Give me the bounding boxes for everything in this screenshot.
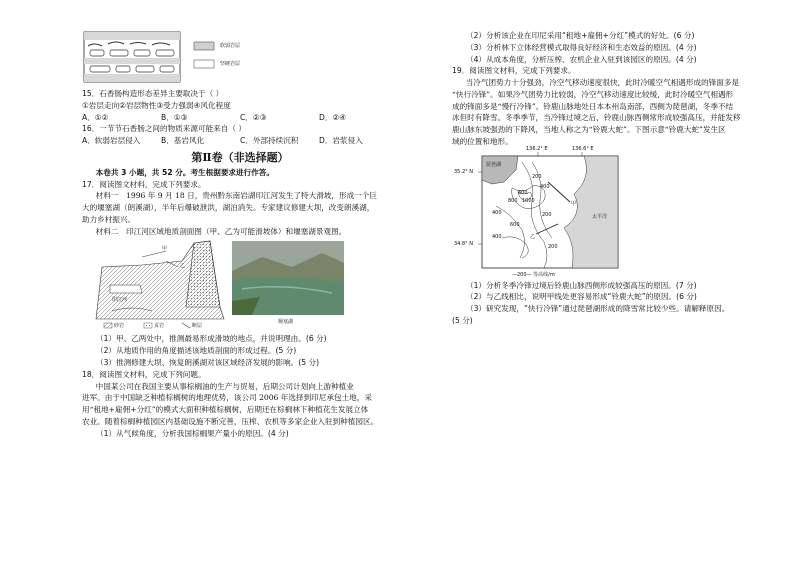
- q19-question-2: （2）与乙线相比，说明甲线处更容易形成“铃鹿大蛇”的原因。(6 分): [466, 292, 697, 302]
- boudinage-diagram: [82, 30, 398, 88]
- q19-line4: 冰但时有降雪。冬季季节，当冷锋过境之后，铃鹿山脉西侧常形成较强高压，并能发移: [452, 113, 741, 123]
- q15-option-c[interactable]: C．②③: [240, 112, 267, 122]
- geologic-section-diagram: [82, 237, 398, 333]
- q17-material1-line1: 材料一 1996 年 9 月 18 日，贵州黔东南岩湖印江河发生了特大滑坡，形成一个巨: [95, 191, 377, 201]
- q18-question-3: （3）分析林下立体经营模式取得良好经济和生态效益的原因。(4 分): [466, 42, 697, 52]
- label-yi: 乙: [180, 263, 186, 270]
- q16-option-c[interactable]: C．外部持续沉积: [240, 136, 299, 146]
- photo-caption: 堰塞湖: [278, 319, 294, 326]
- q17-material2: 材料二 印江河区域地质剖面图（甲、乙为可能滑坡体）和堰塞湖景观图。: [95, 226, 347, 236]
- contour-label: 600: [510, 221, 520, 228]
- section-note: 本卷共 3 小题，共 52 分。考生根据要求进行作答。: [95, 167, 274, 177]
- q19-line2: “快行冷锋”。如果冷气团势力比较弱，冷空气移动速度比较缓，此时冷暖空气相遇形: [452, 89, 734, 99]
- q15-option-d[interactable]: D．②④: [319, 112, 347, 122]
- q16-stem: 16．一节节石香肠之间的物质来源可能来自（ ）: [82, 124, 246, 134]
- suzuka-map-figure: [452, 145, 772, 280]
- contour-label: 200: [532, 173, 542, 180]
- map-legend: —200— 等高线/m: [512, 271, 555, 278]
- q15-statements: ①岩层走向②岩层物性③受力强弱④风化程度: [82, 100, 231, 110]
- q16-option-a[interactable]: A．软弱岩层侵入: [82, 136, 141, 146]
- q18-question-2: （2）分析该企业在印尼采用“租地+雇佣+分红”模式的好处。(6 分): [466, 31, 695, 40]
- q18-line1: 中国某公司在我国主要从事棕榈油的生产与贸易，后期公司计划向上游种植业: [95, 381, 354, 391]
- q18-line2: 进军。由于中国缺乏种植棕榈树的地理优势，该公司 2006 年选择到印尼承包土地，采: [82, 393, 372, 403]
- q18-stem: 18．阅读图文材料，完成下列问题。: [82, 369, 206, 379]
- map-label-sea: 太平洋: [592, 213, 608, 220]
- q15-options: [82, 112, 398, 124]
- q17-stem: 17．阅读图文材料，完成下列要求。: [82, 179, 206, 189]
- contour-label: 200: [548, 243, 558, 250]
- q15-option-a[interactable]: A．①②: [82, 112, 109, 122]
- contour-label: 600: [518, 189, 528, 196]
- boudinage-figure: [82, 30, 398, 88]
- q16-option-b[interactable]: B．基岩风化: [161, 136, 205, 146]
- legend-sandstone: 砂岩: [114, 323, 125, 330]
- legend-hard-rock: 坚硬岩层: [220, 61, 241, 67]
- q19-question-3-score: (5 分): [452, 315, 473, 325]
- map-lon-2: 136.6° E: [572, 145, 594, 152]
- map-label-lake: 琵琶湖: [486, 161, 502, 168]
- q19-question-3: （3）研究发现，“快行冷锋”通过琵琶湖形成的降雪常比较少些。请解释原因。: [466, 304, 730, 314]
- q19-line3: 成的锋面多是“慢行冷锋”。铃鹿山脉地处日本本州岛南部，西侧为琵琶湖，冬季不结: [452, 101, 734, 111]
- contour-label: 800: [508, 197, 518, 204]
- contour-label: 400: [492, 233, 502, 240]
- q18-line3: 用“租地+雇佣+分红”的模式大面积种植棕榈树，后期还在棕榈林下种植花生发展立体: [82, 405, 369, 415]
- contour-label: 200: [542, 211, 552, 218]
- q16-option-d[interactable]: D．岩浆侵入: [319, 136, 363, 146]
- q16-options: [82, 135, 398, 147]
- q18-question-1: （1）从气候角度，分析我国棕榈果产量小的原因。(4 分): [96, 428, 289, 438]
- q17-question-1: （1）甲、乙两处中，推测最易形成滑坡的地点，并说明理由。(6 分): [96, 334, 327, 344]
- contour-label: 400: [540, 183, 550, 190]
- label-river: 印江河: [112, 297, 128, 304]
- q15-stem: 15．石香肠构造形态差异主要取决于（ ）: [82, 89, 224, 98]
- section-title: 第Ⅱ卷（非选择题）: [191, 150, 289, 164]
- q17-material1-line2: 大的堰塞湖（朗溪湖），半年后爆破泄洪，湖泊消失。专家建议修建大坝，改变朗溪湖，: [82, 203, 375, 213]
- map-lat-1: 35.2° N: [454, 168, 473, 175]
- q19-line5: 鹿山脉东坡强劲的下降风，当地人称之为“铃鹿大蛇”。下图示意“铃鹿大蛇”发生区: [452, 125, 726, 135]
- legend-soft-rock: 软弱岩层: [220, 43, 241, 49]
- q18-line4: 农业。随着棕榈种植园区内基础设施不断完善，压榨、农机等多家企业入驻到种植园区。: [82, 416, 379, 426]
- legend-fault: 断层: [192, 323, 203, 330]
- q15-option-b[interactable]: B．①③: [161, 112, 188, 122]
- legend-shale: 页岩: [154, 323, 165, 330]
- contour-label: 1000: [522, 197, 535, 204]
- q18-question-4: （4）从成本角度，分析压榨、农机企业入驻到该园区的原因。(4 分): [466, 54, 697, 64]
- q19-stem: 19．阅读图文材料，完成下列要求。: [452, 66, 576, 76]
- q17-material1-line3: 助力乡村振兴。: [82, 214, 136, 224]
- q17-figure: [82, 237, 398, 333]
- left-column: [82, 30, 398, 439]
- q19-line1: 当冷气团势力十分强劲，冷空气移动速度很快，此时冷暖空气相遇形成的锋面多是: [465, 78, 740, 88]
- q19-line6: 域的位置和地形。: [452, 136, 513, 146]
- right-column: [452, 30, 772, 327]
- map-lat-2: 34.8° N: [454, 240, 473, 247]
- q17-question-2: （2）从地质作用的角度描述该地质剖面的形成过程。(5 分): [96, 346, 297, 356]
- q19-question-1: （1）分析冬季冷锋过境后铃鹿山脉西侧形成较强高压的原因。(7 分): [466, 280, 697, 290]
- map-label-yi: 乙: [530, 233, 536, 240]
- map-lon-1: 136.2° E: [526, 145, 548, 152]
- label-jia: 甲: [162, 246, 168, 253]
- q17-question-3: （3）推测修建大坝、恢复朗溪湖对该区域经济发展的影响。(5 分): [96, 358, 320, 367]
- contour-label: 400: [492, 209, 502, 216]
- map-label-jia: 甲: [571, 200, 577, 207]
